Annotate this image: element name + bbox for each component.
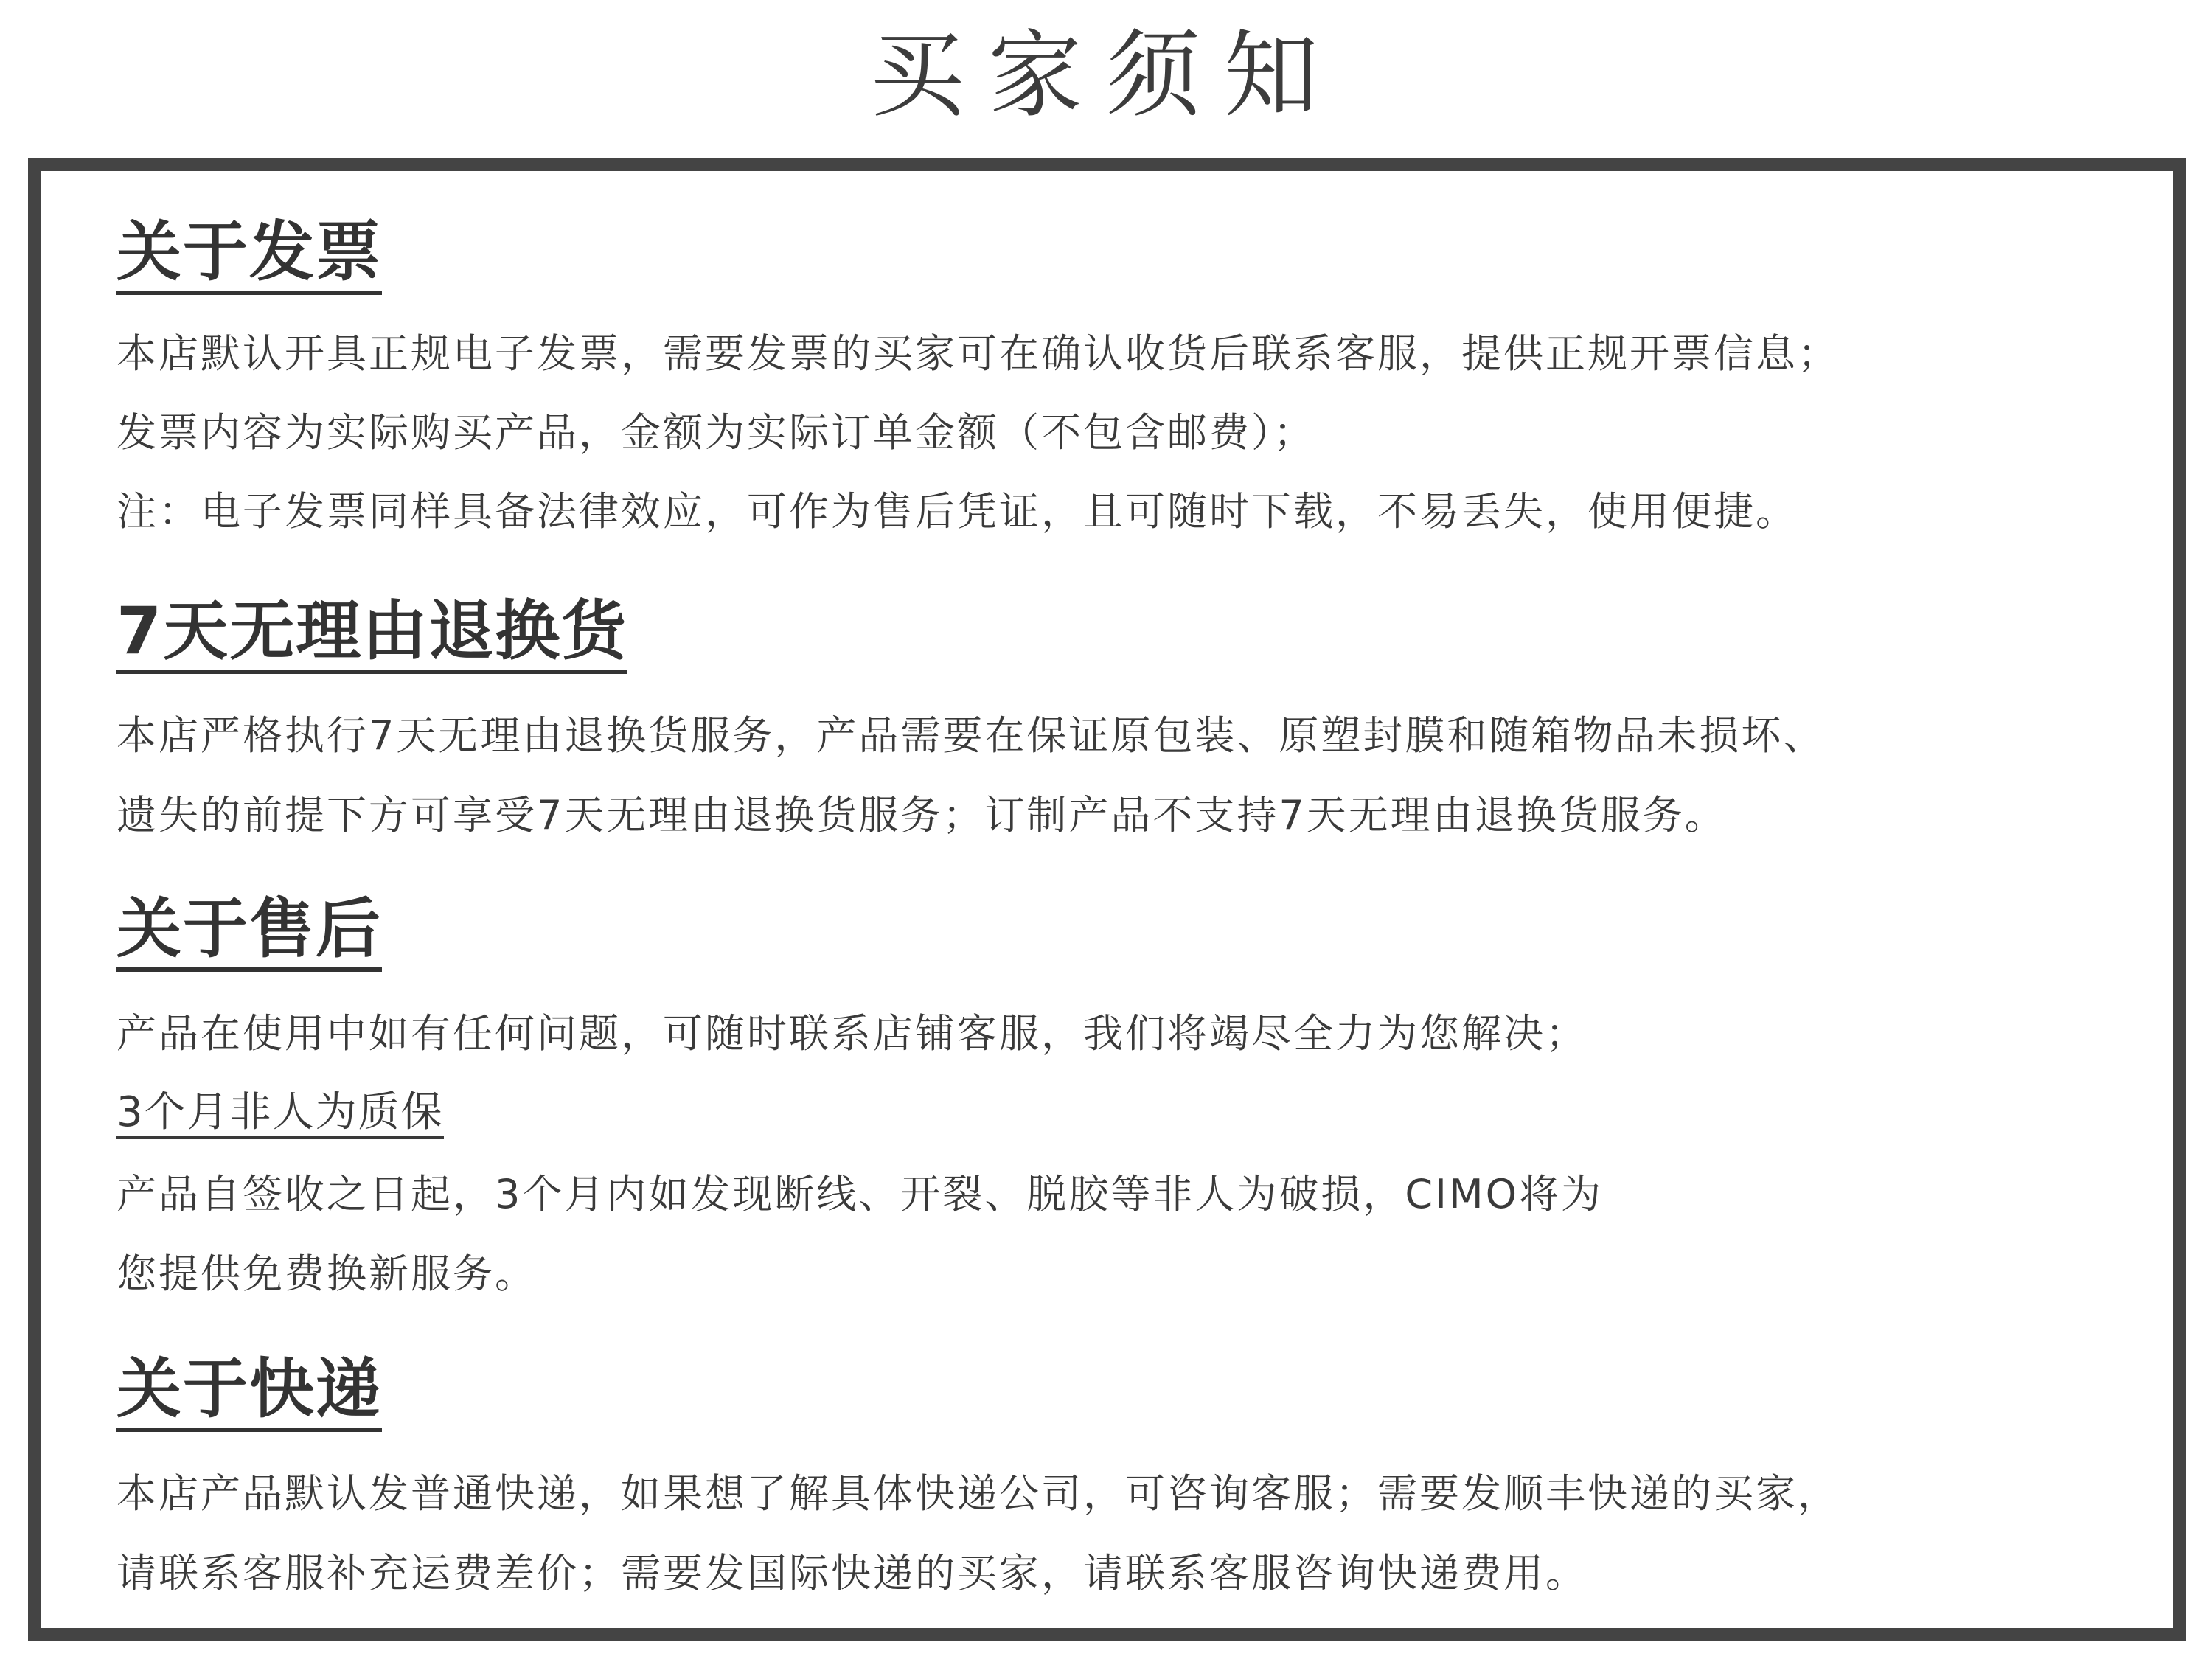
warranty-line-1: 产品自签收之日起，3个月内如发现断线、开裂、脱胶等非人为破损，CIMO将为: [116, 1171, 1604, 1217]
invoice-heading: 关于发票: [116, 214, 382, 295]
returns-line-2: 遗失的前提下方可享受7天无理由退换货服务；订制产品不支持7天无理由退换货服务。: [116, 792, 1727, 838]
notice-box: [28, 158, 2186, 1641]
warranty-line-2: 您提供免费换新服务。: [116, 1251, 537, 1297]
page-title: 买家须知: [869, 21, 1342, 131]
warranty-heading: 3个月非人为质保: [116, 1089, 444, 1139]
after-sales-heading: 关于售后: [116, 891, 382, 972]
shipping-line-2: 请联系客服补充运费差价；需要发国际快递的买家，请联系客服咨询快递费用。: [116, 1550, 1587, 1596]
invoice-line-2: 发票内容为实际购买产品，金额为实际订单金额（不包含邮费）；: [116, 409, 1315, 456]
returns-heading: 7天无理由退换货: [116, 593, 627, 674]
shipping-line-1: 本店产品默认发普通快递，如果想了解具体快递公司，可咨询客服；需要发顺丰快递的买家，: [116, 1470, 1840, 1517]
invoice-line-1: 本店默认开具正规电子发票，需要发票的买家可在确认收货后联系客服，提供正规开票信息；: [116, 330, 1840, 377]
returns-line-1: 本店严格执行7天无理由退换货服务，产品需要在保证原包装、原塑封膜和随箱物品未损坏、: [116, 712, 1826, 759]
after-sales-line-1: 产品在使用中如有任何问题，可随时联系店铺客服，我们将竭尽全力为您解决；: [116, 1010, 1587, 1057]
shipping-heading: 关于快递: [116, 1351, 382, 1432]
invoice-line-3: 注：电子发票同样具备法律效应，可作为售后凭证，且可随时下载，不易丢失，使用便捷。: [116, 488, 1798, 535]
